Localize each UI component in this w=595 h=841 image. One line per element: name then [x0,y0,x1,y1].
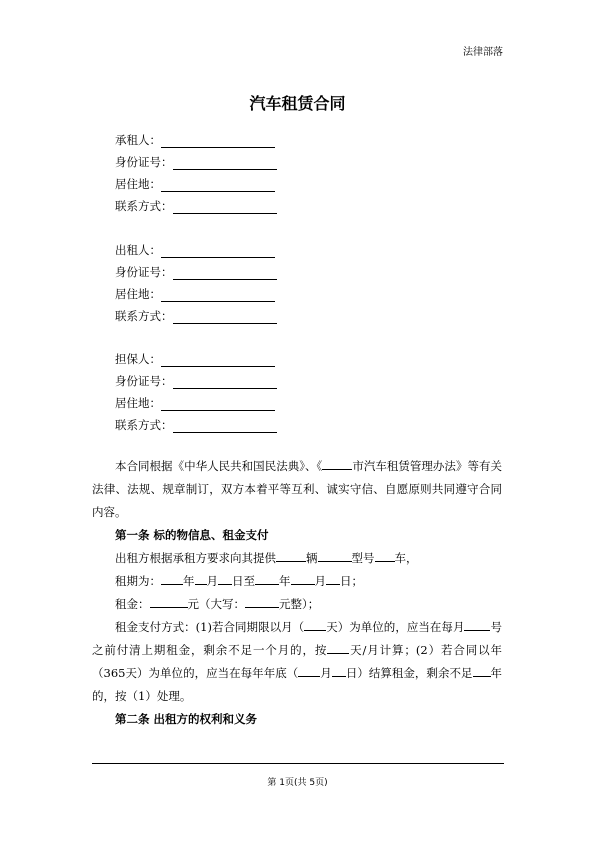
end-day-blank[interactable] [326,572,340,585]
guarantor-contact-blank[interactable] [173,420,277,433]
header-brand: 法律部落 [463,47,503,58]
lessor-name-field [115,242,275,258]
rent-text-b: 元（大写： [187,597,245,611]
guarantor-name-label: 担保人： [115,352,161,366]
period-text-d: 日至 [232,574,255,588]
guarantor-id-label: 身份证号： [115,374,173,388]
lessee-address-blank[interactable] [161,179,275,192]
payment-text-f: 日）结算租金，剩余不足 [345,666,473,680]
rent-amount-words-blank[interactable] [245,595,279,608]
lessee-name-blank[interactable] [161,135,275,148]
preamble-paragraph [92,455,502,524]
lessee-contact-blank[interactable] [173,201,277,214]
contract-body [92,455,502,731]
preamble-text-1: 本合同根据《中华人民共和国民法典》、《 [115,459,323,473]
vehicle-text-b: 辆 [306,551,318,565]
period-text-e: 年 [279,574,291,588]
payment-text-c: 号之前付清上期租金，剩余不足一个月的，按 [92,620,503,657]
rent-text-c: 元整）； [279,597,320,611]
start-year-blank[interactable] [161,572,183,585]
vehicle-text-a: 出租方根据承租方要求向其提供 [115,551,276,565]
guarantor-id-blank[interactable] [173,376,277,389]
guarantor-name-blank[interactable] [161,354,275,367]
rent-text-a: 租金： [115,597,150,611]
payment-text-d: 天/月计算；(2）若合同以年（365天）为单位的，应当在每年年底（ [92,643,502,680]
lessee-name-label: 承租人： [115,133,161,147]
preamble-text-2: 市汽车租赁管理办法》等有关法律、法规、规章制订，双方本着平等互利、诚实守信、自愿原则共同遵守合同内容。 [92,459,502,519]
lessor-id-field [115,264,277,280]
contract-title: 汽车租赁合同 [249,94,346,113]
payment-text-a: 租金支付方式：(1)若合同期限以月（ [115,620,305,634]
payment-text-e: 月 [320,666,332,680]
period-text-c: 月 [206,574,218,588]
lessee-contact-label: 联系方式： [115,199,173,213]
lessor-name-label: 出租人： [115,243,161,257]
payment-text-g: 年的，按（1）处理。 [92,666,503,703]
start-month-blank[interactable] [195,572,207,585]
vehicle-type-blank[interactable] [375,549,395,562]
guarantor-address-label: 居住地： [115,396,161,410]
lessee-name-field [115,132,275,148]
rent-clause [92,593,502,616]
article1-heading: 第一条 标的物信息、租金支付 [115,528,269,542]
lessor-address-field [115,286,275,302]
lessee-id-field [115,154,277,170]
lessor-address-blank[interactable] [161,289,275,302]
start-day-blank[interactable] [218,572,232,585]
vehicle-text-d: 车， [394,551,418,565]
month-days-blank[interactable] [304,618,326,631]
lessor-name-blank[interactable] [161,245,275,258]
remainder-years-blank[interactable] [473,664,491,677]
lessee-contact-field [115,198,277,214]
guarantor-contact-field [115,417,277,433]
payment-text-b: 天）为单位的，应当在每月 [326,620,465,634]
period-text-a: 租期为： [115,574,161,588]
end-month-blank[interactable] [291,572,315,585]
vehicle-model-blank[interactable] [318,549,352,562]
lessor-contact-label: 联系方式： [115,309,173,323]
lessee-address-field [115,176,275,192]
settle-day-blank[interactable] [332,664,346,677]
lease-period-clause [92,570,502,593]
lessor-id-blank[interactable] [173,267,277,280]
article2-heading: 第二条 出租方的权利和义务 [115,712,258,726]
guarantor-contact-label: 联系方式： [115,418,173,432]
guarantor-id-field [115,373,277,389]
payment-clause [92,616,502,708]
remainder-days-blank[interactable] [327,641,349,654]
lessor-address-label: 居住地： [115,287,161,301]
period-text-b: 年 [183,574,195,588]
settle-month-blank[interactable] [298,664,320,677]
lessee-id-label: 身份证号： [115,155,173,169]
lessor-contact-blank[interactable] [173,311,277,324]
lessor-contact-field [115,308,277,324]
lessee-address-label: 居住地： [115,177,161,191]
vehicle-clause [92,547,502,570]
end-year-blank[interactable] [255,572,279,585]
vehicle-text-c: 型号 [351,551,375,565]
vehicle-count-blank[interactable] [276,549,306,562]
rent-amount-blank[interactable] [150,595,188,608]
lessor-id-label: 身份证号： [115,265,173,279]
page-number: 第 1页(共 5页) [267,778,328,788]
guarantor-address-blank[interactable] [161,398,275,411]
footer-divider [92,763,504,764]
guarantor-name-field [115,351,275,367]
period-text-g: 日； [340,574,363,588]
lessee-id-blank[interactable] [173,157,277,170]
city-blank[interactable] [322,457,352,470]
pay-day-blank[interactable] [464,618,490,631]
period-text-f: 月 [314,574,326,588]
guarantor-address-field [115,395,275,411]
